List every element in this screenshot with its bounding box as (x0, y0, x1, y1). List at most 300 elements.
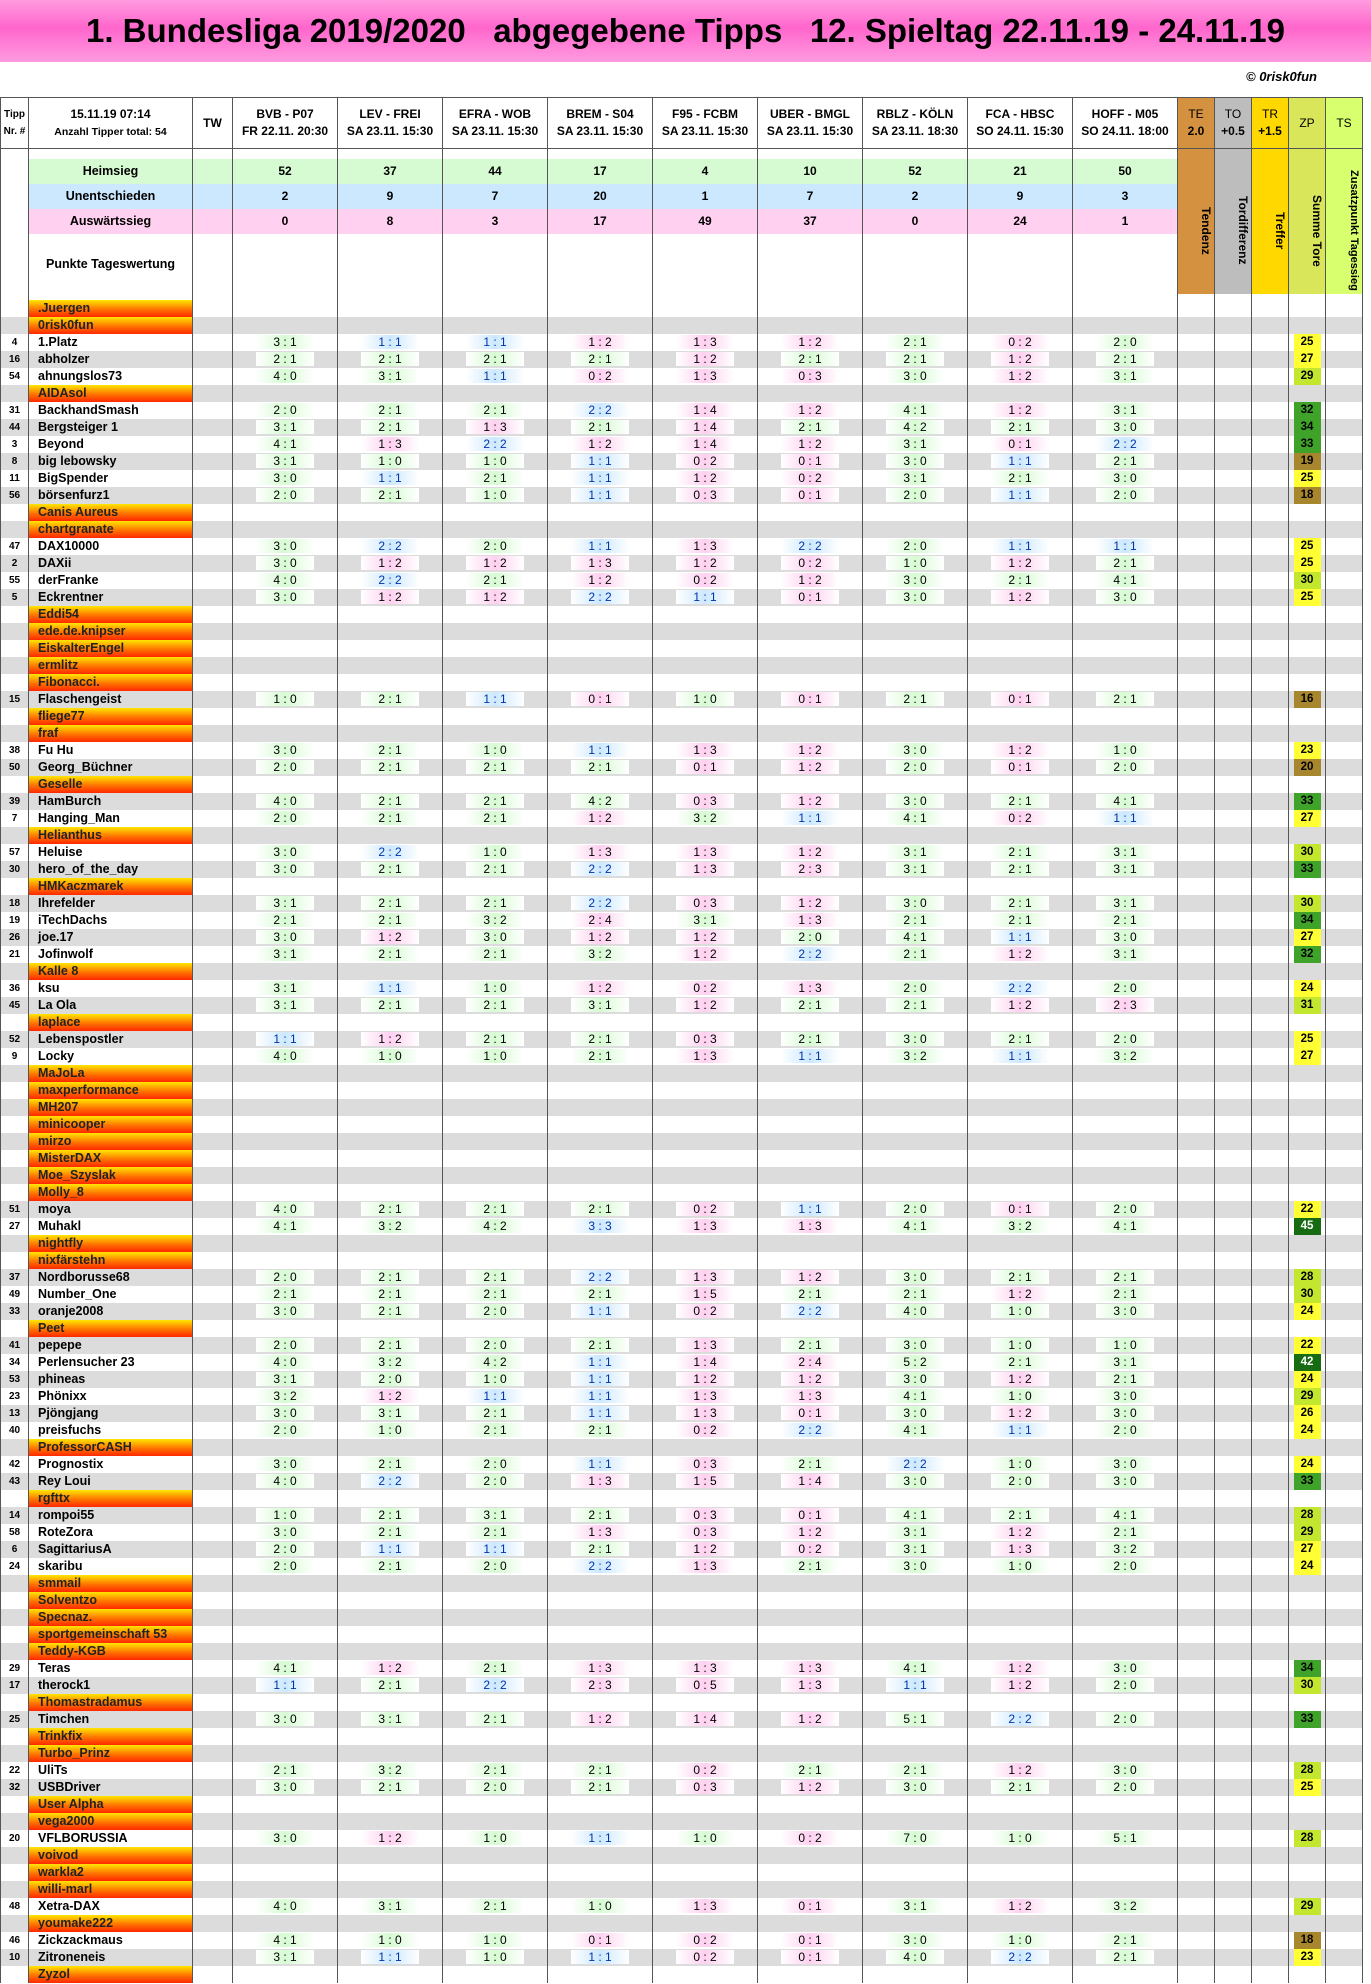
tipper-name: Canis Aureus (29, 504, 193, 521)
tip-cell (443, 997, 548, 1014)
tip-cell (233, 538, 338, 555)
tip-cell (758, 470, 863, 487)
tipper-row (1, 606, 1363, 623)
tipper-name: skaribu (29, 1558, 193, 1575)
zp-badge: 24 (1294, 1456, 1321, 1473)
tip-cell (548, 912, 653, 929)
tip-value: 1 : 1 (991, 488, 1049, 502)
tip-value: 3 : 0 (1096, 590, 1154, 604)
tip-value: 1 : 1 (991, 539, 1049, 553)
tipper-name: BackhandSmash (29, 402, 193, 419)
zp-badge: 25 (1294, 1031, 1321, 1048)
tip-value: 4 : 0 (256, 573, 314, 587)
tip-cell (338, 1422, 443, 1439)
tipper-row (1, 1286, 1363, 1303)
tip-cell (653, 1031, 758, 1048)
tip-value: 2 : 1 (571, 420, 629, 434)
tip-cell (233, 1694, 338, 1711)
tip-cell (233, 1490, 338, 1507)
tip-value: 1 : 1 (781, 1049, 839, 1063)
tip-value: 3 : 1 (256, 947, 314, 961)
tip-cell (548, 1779, 653, 1796)
tip-value: 1 : 1 (466, 1542, 524, 1556)
tip-cell (968, 1354, 1073, 1371)
tip-cell (863, 351, 968, 368)
tip-cell (758, 674, 863, 691)
tip-cell (443, 1439, 548, 1456)
tip-cell (863, 895, 968, 912)
summary-value: 37 (338, 159, 443, 184)
tip-cell (548, 1303, 653, 1320)
tipper-row (1, 1949, 1363, 1966)
tipper-number: 42 (1, 1456, 29, 1473)
summe-tore-value (1289, 1031, 1326, 1048)
tip-cell (653, 538, 758, 555)
tip-cell (338, 1711, 443, 1728)
tip-value: 2 : 1 (466, 947, 524, 961)
extra-header-ts (1326, 98, 1363, 149)
tip-cell (443, 708, 548, 725)
tip-value: 1 : 3 (676, 1899, 734, 1913)
tip-value: 0 : 1 (781, 1933, 839, 1947)
tipper-row (1, 555, 1363, 572)
summe-tore-value (1289, 1439, 1326, 1456)
tip-value: 3 : 0 (886, 573, 944, 587)
tip-value: 2 : 1 (466, 998, 524, 1012)
zp-badge: 29 (1294, 1898, 1321, 1915)
tip-cell (968, 1269, 1073, 1286)
tip-cell (443, 1932, 548, 1949)
tip-cell (863, 1881, 968, 1898)
tip-value: 1 : 1 (991, 930, 1049, 944)
tip-cell (758, 1830, 863, 1847)
summe-tore-value (1289, 1507, 1326, 1524)
tip-cell (758, 878, 863, 895)
tip-value: 1 : 3 (781, 1678, 839, 1692)
tipper-name: sportgemeinschaft 53 (29, 1626, 193, 1643)
tipper-number: 45 (1, 997, 29, 1014)
tip-value: 2 : 2 (571, 896, 629, 910)
datetime-header (29, 98, 193, 149)
tipper-row (1, 572, 1363, 589)
tip-cell (1073, 895, 1178, 912)
tip-value: 2 : 1 (1096, 352, 1154, 366)
summe-tore-value (1289, 759, 1326, 776)
tip-cell (653, 1966, 758, 1983)
tip-cell (338, 1099, 443, 1116)
tip-cell (968, 1422, 1073, 1439)
summe-tore-value (1289, 793, 1326, 810)
zp-badge: 27 (1294, 1541, 1321, 1558)
tip-value: 2 : 1 (781, 1338, 839, 1352)
tipper-row (1, 1881, 1363, 1898)
tip-cell (653, 436, 758, 453)
tipper-row (1, 810, 1363, 827)
tip-cell (1073, 538, 1178, 555)
tip-cell (443, 1728, 548, 1745)
tip-value: 1 : 2 (676, 930, 734, 944)
tip-cell (443, 1881, 548, 1898)
zp-badge: 32 (1294, 946, 1321, 963)
zp-badge: 23 (1294, 742, 1321, 759)
tipper-row (1, 385, 1363, 402)
tip-cell (548, 1065, 653, 1082)
tip-value: 1 : 4 (676, 1712, 734, 1726)
tip-cell (1073, 1099, 1178, 1116)
tip-cell (443, 1235, 548, 1252)
tip-value: 2 : 1 (781, 1032, 839, 1046)
summary-value: 3 (443, 209, 548, 234)
tip-cell (1073, 1456, 1178, 1473)
tipper-name: RoteZora (29, 1524, 193, 1541)
tip-cell (653, 521, 758, 538)
datetime-label: 15.11.19 07:14 (70, 106, 151, 121)
tipper-row (1, 1830, 1363, 1847)
tip-value: 3 : 1 (361, 1899, 419, 1913)
tipper-row (1, 759, 1363, 776)
tip-value: 2 : 0 (466, 1338, 524, 1352)
tip-cell (443, 606, 548, 623)
tip-value: 2 : 2 (1096, 437, 1154, 451)
tip-cell (653, 1201, 758, 1218)
tip-cell (653, 623, 758, 640)
tip-value: 1 : 1 (571, 1355, 629, 1369)
tip-cell (1073, 708, 1178, 725)
tip-cell (758, 1949, 863, 1966)
tip-cell (443, 640, 548, 657)
tw-header (193, 98, 233, 149)
summary-value: 0 (863, 209, 968, 234)
tip-cell (653, 1252, 758, 1269)
tip-cell (758, 1694, 863, 1711)
tip-cell (968, 1966, 1073, 1983)
tip-value: 4 : 0 (886, 1950, 944, 1964)
tip-cell (233, 1218, 338, 1235)
tip-cell (968, 623, 1073, 640)
tip-cell (338, 759, 443, 776)
tip-cell (443, 1643, 548, 1660)
tip-value: 4 : 1 (256, 1219, 314, 1233)
tipper-name: Locky (29, 1048, 193, 1065)
zp-badge: 25 (1294, 555, 1321, 572)
tip-value: 2 : 1 (361, 1287, 419, 1301)
tip-cell (233, 1779, 338, 1796)
tipper-number: 20 (1, 1830, 29, 1847)
tip-value: 4 : 1 (886, 1508, 944, 1522)
summe-tore-value (1289, 1728, 1326, 1745)
tip-cell (443, 1150, 548, 1167)
tip-value: 1 : 0 (991, 1457, 1049, 1471)
tip-value: 1 : 3 (781, 1389, 839, 1403)
tip-cell (653, 1490, 758, 1507)
tip-cell (1073, 1371, 1178, 1388)
tip-cell (968, 1320, 1073, 1337)
summe-tore-value (1289, 1303, 1326, 1320)
tip-cell (338, 810, 443, 827)
tip-cell (233, 725, 338, 742)
tipper-row (1, 1915, 1363, 1932)
tip-cell (758, 368, 863, 385)
tip-value: 2 : 0 (1096, 760, 1154, 774)
tipper-name: DAX10000 (29, 538, 193, 555)
tipper-number (1, 317, 29, 334)
tip-cell (1073, 1779, 1178, 1796)
tip-cell (443, 504, 548, 521)
tipper-name: Trinkfix (29, 1728, 193, 1745)
tipper-row (1, 436, 1363, 453)
summe-tore-value (1289, 1337, 1326, 1354)
extra-code: TR (1262, 107, 1278, 121)
tip-cell (758, 1150, 863, 1167)
tipper-name: Helianthus (29, 827, 193, 844)
tip-value: 2 : 1 (361, 913, 419, 927)
tipper-name: AIDAsol (29, 385, 193, 402)
tip-cell (863, 1728, 968, 1745)
tipper-number: 48 (1, 1898, 29, 1915)
tip-cell (863, 1031, 968, 1048)
summe-tore-value (1289, 1133, 1326, 1150)
summe-tore-value (1289, 300, 1326, 317)
tip-value: 1 : 1 (991, 454, 1049, 468)
zp-badge: 28 (1294, 1269, 1321, 1286)
tipper-number: 11 (1, 470, 29, 487)
tip-cell (443, 946, 548, 963)
tip-value: 3 : 2 (886, 1049, 944, 1063)
tip-cell (653, 895, 758, 912)
tip-cell (338, 351, 443, 368)
tip-cell (758, 351, 863, 368)
tip-value: 1 : 0 (466, 743, 524, 757)
match-header (653, 98, 758, 149)
tip-value: 0 : 1 (781, 454, 839, 468)
tip-value: 0 : 3 (781, 369, 839, 383)
summe-tore-value (1289, 1558, 1326, 1575)
tip-cell (1073, 1813, 1178, 1830)
tip-value: 2 : 0 (1096, 1678, 1154, 1692)
tip-value: 3 : 0 (886, 454, 944, 468)
zp-badge: 33 (1294, 793, 1321, 810)
summe-tore-value (1289, 334, 1326, 351)
tip-cell (338, 572, 443, 589)
tipper-name: Xetra-DAX (29, 1898, 193, 1915)
tip-cell (1073, 470, 1178, 487)
tip-value: 3 : 0 (886, 1338, 944, 1352)
tipper-name: smmail (29, 1575, 193, 1592)
zp-badge: 29 (1294, 1524, 1321, 1541)
tip-value: 2 : 1 (571, 1542, 629, 1556)
tip-cell (1073, 1252, 1178, 1269)
tip-cell (968, 1932, 1073, 1949)
tip-cell (758, 1065, 863, 1082)
tip-value: 2 : 1 (361, 1780, 419, 1794)
match-teams: F95 - FCBM (672, 107, 738, 121)
tip-value: 2 : 0 (256, 811, 314, 825)
tip-value: 2 : 1 (571, 1032, 629, 1046)
summe-tore-value (1289, 1677, 1326, 1694)
tipper-name: mirzo (29, 1133, 193, 1150)
summary-label: Unentschieden (29, 184, 193, 209)
tip-cell (548, 1966, 653, 1983)
tip-value: 2 : 1 (781, 1287, 839, 1301)
tip-value: 1 : 4 (676, 1355, 734, 1369)
zp-badge: 25 (1294, 1779, 1321, 1796)
vertical-label: Tordifferenz (1215, 159, 1252, 294)
tip-cell (233, 555, 338, 572)
tip-cell (1073, 912, 1178, 929)
tip-value: 1 : 2 (781, 1372, 839, 1386)
zp-badge: 33 (1294, 1473, 1321, 1490)
tip-cell (968, 402, 1073, 419)
summe-tore-value (1289, 1048, 1326, 1065)
tip-cell (653, 1932, 758, 1949)
tips-table (0, 97, 1363, 1983)
tip-cell (548, 708, 653, 725)
tip-cell (548, 1898, 653, 1915)
tip-value: 1 : 2 (571, 573, 629, 587)
tip-cell (653, 1728, 758, 1745)
tip-value: 2 : 0 (1096, 335, 1154, 349)
tip-cell (338, 555, 443, 572)
tip-cell (548, 1932, 653, 1949)
tip-cell (863, 487, 968, 504)
tip-value: 2 : 1 (466, 760, 524, 774)
tip-value: 1 : 2 (676, 1372, 734, 1386)
tip-cell (443, 980, 548, 997)
tip-cell (968, 555, 1073, 572)
tip-cell (863, 1677, 968, 1694)
tip-cell (653, 1677, 758, 1694)
tip-value: 2 : 4 (571, 913, 629, 927)
tip-cell (968, 334, 1073, 351)
summe-tore-value (1289, 1609, 1326, 1626)
tip-cell (758, 1218, 863, 1235)
tip-value: 2 : 0 (1096, 1032, 1154, 1046)
tipper-number (1, 640, 29, 657)
tip-cell (758, 300, 863, 317)
tip-cell (338, 1660, 443, 1677)
tip-value: 2 : 1 (886, 335, 944, 349)
tipper-row (1, 1813, 1363, 1830)
tip-cell (1073, 487, 1178, 504)
tip-cell (863, 1898, 968, 1915)
tip-cell (1073, 1966, 1178, 1983)
tip-cell (758, 1558, 863, 1575)
tip-value: 1 : 2 (991, 1287, 1049, 1301)
tipper-name: Rey Loui (29, 1473, 193, 1490)
tipper-name: phineas (29, 1371, 193, 1388)
tip-cell (863, 776, 968, 793)
tip-value: 1 : 0 (991, 1559, 1049, 1573)
tip-value: 1 : 0 (361, 454, 419, 468)
tip-cell (863, 1201, 968, 1218)
tip-cell (968, 1626, 1073, 1643)
tip-cell (548, 1507, 653, 1524)
tip-cell (338, 1643, 443, 1660)
tip-cell (863, 1150, 968, 1167)
tipper-name: HamBurch (29, 793, 193, 810)
tip-cell (233, 1830, 338, 1847)
tip-cell (758, 1269, 863, 1286)
summe-tore-value (1289, 1405, 1326, 1422)
summe-tore-value (1289, 589, 1326, 606)
tip-cell (338, 1728, 443, 1745)
tipper-name: Eddi54 (29, 606, 193, 623)
tip-cell (758, 708, 863, 725)
tip-cell (1073, 1167, 1178, 1184)
tip-cell (338, 793, 443, 810)
tip-cell (1073, 300, 1178, 317)
tip-cell (443, 1320, 548, 1337)
summary-value: 49 (653, 209, 758, 234)
tipper-number (1, 1320, 29, 1337)
tip-value: 0 : 3 (676, 1508, 734, 1522)
zp-badge: 16 (1294, 691, 1321, 708)
tip-value: 2 : 1 (781, 420, 839, 434)
tip-value: 1 : 4 (676, 420, 734, 434)
tip-cell (863, 538, 968, 555)
tip-cell (548, 1252, 653, 1269)
tip-cell (548, 1167, 653, 1184)
tip-cell (443, 623, 548, 640)
tip-value: 2 : 0 (1096, 1559, 1154, 1573)
tipper-number: 33 (1, 1303, 29, 1320)
tipper-name: Georg_Büchner (29, 759, 193, 776)
tip-cell (338, 1014, 443, 1031)
summe-tore-value (1289, 997, 1326, 1014)
tipper-row (1, 1541, 1363, 1558)
tip-value: 1 : 1 (256, 1032, 314, 1046)
tip-value: 3 : 0 (886, 743, 944, 757)
tip-cell (443, 538, 548, 555)
tip-cell (1073, 1235, 1178, 1252)
match-date: SA 23.11. 15:30 (346, 124, 434, 138)
tip-cell (968, 368, 1073, 385)
tipper-row (1, 1524, 1363, 1541)
tip-cell (338, 419, 443, 436)
tip-cell (863, 861, 968, 878)
tip-cell (653, 1830, 758, 1847)
tip-cell (653, 1422, 758, 1439)
tip-value: 2 : 1 (361, 1304, 419, 1318)
tip-cell (653, 657, 758, 674)
tip-cell (863, 1762, 968, 1779)
tip-cell (968, 1745, 1073, 1762)
tip-cell (653, 1388, 758, 1405)
tip-cell (653, 844, 758, 861)
tip-cell (1073, 1184, 1178, 1201)
tip-cell (1073, 572, 1178, 589)
tipper-row (1, 912, 1363, 929)
tip-value: 1 : 3 (781, 913, 839, 927)
tip-value: 0 : 2 (676, 981, 734, 995)
tip-cell (233, 980, 338, 997)
tipper-number: 29 (1, 1660, 29, 1677)
tip-cell (863, 1915, 968, 1932)
tip-cell (653, 1524, 758, 1541)
tip-cell (863, 555, 968, 572)
tip-cell (443, 300, 548, 317)
tip-cell (863, 385, 968, 402)
tip-cell (338, 300, 443, 317)
tip-value: 1 : 3 (571, 845, 629, 859)
tip-value: 1 : 3 (676, 335, 734, 349)
summe-tore-value (1289, 1065, 1326, 1082)
tipper-name: 1.Platz (29, 334, 193, 351)
tip-cell (968, 691, 1073, 708)
tip-cell (443, 1490, 548, 1507)
tip-cell (233, 1643, 338, 1660)
tip-value: 1 : 3 (676, 1338, 734, 1352)
